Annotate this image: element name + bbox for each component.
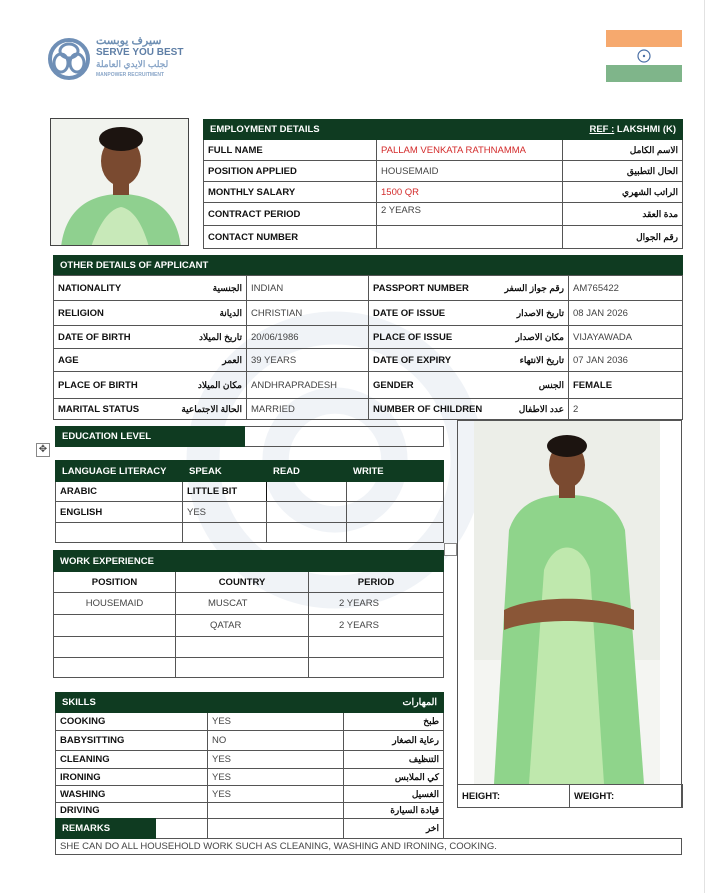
full-name-ar: الاسم الكامل bbox=[563, 140, 683, 161]
ref-cell bbox=[563, 120, 683, 140]
other-label-1 bbox=[54, 349, 247, 372]
remarks-ar: اخر bbox=[344, 819, 444, 839]
remarks-header: REMARKS bbox=[56, 819, 156, 839]
other-label: MARITAL STATUS bbox=[58, 403, 140, 415]
skill-value: NO bbox=[208, 731, 344, 751]
skill-value bbox=[208, 803, 344, 819]
work-position bbox=[54, 658, 176, 678]
lang-write bbox=[347, 523, 444, 543]
skill-ar: كي الملابس bbox=[344, 769, 444, 786]
other-label-1 bbox=[54, 301, 247, 326]
table-row bbox=[54, 593, 444, 615]
other-details-table bbox=[53, 255, 683, 276]
lang-read bbox=[267, 502, 347, 523]
other-label: RELIGION bbox=[58, 307, 104, 319]
india-flag-icon bbox=[606, 30, 682, 82]
monthly-salary-value: 1500 QR bbox=[377, 182, 563, 203]
position-applied-value: HOUSEMAID bbox=[377, 161, 563, 182]
full-name-label: FULL NAME bbox=[204, 140, 377, 161]
other-label-ar: العمر bbox=[222, 354, 242, 365]
other-value-2: FEMALE bbox=[569, 372, 683, 399]
skill-ar: الغسيل bbox=[344, 786, 444, 803]
lang-col-write: WRITE bbox=[347, 461, 444, 482]
other-label-ar: الديانة bbox=[219, 307, 242, 318]
ref-label: REF : bbox=[589, 124, 615, 135]
table-row bbox=[56, 769, 444, 786]
skill-name: DRIVING bbox=[56, 803, 208, 819]
lang-name: ARABIC bbox=[56, 482, 183, 502]
remarks-table bbox=[55, 818, 682, 855]
other-details-header: OTHER DETAILS OF APPLICANT bbox=[54, 256, 369, 276]
work-col-position: POSITION bbox=[54, 572, 176, 593]
other-value-2: AM765422 bbox=[569, 276, 683, 301]
logo-arabic-name: سيرف يوبست bbox=[96, 35, 162, 47]
person-portrait-icon bbox=[51, 119, 189, 246]
row-position-applied bbox=[204, 161, 683, 182]
other-label-ar: تاريخ الانتهاء bbox=[519, 354, 564, 365]
table-row bbox=[56, 713, 444, 731]
other-label-2 bbox=[369, 349, 569, 372]
other-value-2: 07 JAN 2036 bbox=[569, 349, 683, 372]
other-label-ar: رقم جواز السفر bbox=[504, 282, 564, 293]
skill-value: YES bbox=[208, 786, 344, 803]
other-label-ar: مكان الاصدار bbox=[515, 331, 564, 342]
other-label: PLACE OF ISSUE bbox=[373, 331, 453, 343]
other-value-1: 39 YEARS bbox=[247, 349, 369, 372]
other-label-2 bbox=[369, 301, 569, 326]
logo-name: SERVE YOU BEST bbox=[96, 47, 184, 58]
other-label: DATE OF ISSUE bbox=[373, 307, 446, 319]
contact-number-value bbox=[377, 226, 563, 249]
remarks-text: SHE CAN DO ALL HOUSEHOLD WORK SUCH AS CLEANING, WASHING AND IRONING, COOKING. bbox=[56, 839, 682, 855]
contract-period-value: 2 YEARS bbox=[377, 203, 563, 226]
other-label-ar: الجنسية bbox=[212, 282, 242, 293]
applicant-photo-small bbox=[50, 118, 189, 246]
lang-col-language: LANGUAGE LITERACY bbox=[56, 461, 183, 482]
lang-read bbox=[267, 523, 347, 543]
table-row bbox=[54, 372, 683, 399]
skill-value: YES bbox=[208, 751, 344, 769]
other-label: DATE OF BIRTH bbox=[58, 331, 131, 343]
lang-col-speak: SPEAK bbox=[183, 461, 267, 482]
skill-ar: التنظيف bbox=[344, 751, 444, 769]
other-label-ar: عدد الاطفال bbox=[518, 403, 564, 414]
other-label: GENDER bbox=[373, 379, 414, 391]
lang-write bbox=[347, 482, 444, 502]
work-header-fill bbox=[309, 551, 444, 572]
skills-table bbox=[55, 692, 444, 819]
move-icon[interactable]: ✥ bbox=[36, 443, 50, 457]
measurements-table bbox=[457, 784, 683, 808]
skill-ar: رعاية الصغار bbox=[344, 731, 444, 751]
other-value-1: MARRIED bbox=[247, 399, 369, 420]
other-label-ar: تاريخ الاصدار bbox=[516, 307, 564, 318]
skill-name: WASHING bbox=[56, 786, 208, 803]
weight-label: WEIGHT: bbox=[574, 790, 615, 802]
table-row bbox=[54, 658, 444, 678]
other-label: NUMBER OF CHILDREN bbox=[373, 403, 483, 415]
lang-name bbox=[56, 523, 183, 543]
other-value-2: 08 JAN 2026 bbox=[569, 301, 683, 326]
other-label-ar: مكان الميلاد bbox=[197, 379, 242, 390]
other-value-1: 20/06/1986 bbox=[247, 326, 369, 349]
language-table bbox=[55, 460, 444, 543]
other-details-rows bbox=[53, 275, 683, 420]
lang-col-read: READ bbox=[267, 461, 347, 482]
education-table bbox=[55, 426, 444, 447]
lang-name: ENGLISH bbox=[56, 502, 183, 523]
monthly-salary-label: MONTHLY SALARY bbox=[204, 182, 377, 203]
company-logo bbox=[46, 34, 206, 86]
work-country: MUSCAT bbox=[176, 593, 309, 615]
other-label-1 bbox=[54, 326, 247, 349]
work-col-country: COUNTRY bbox=[176, 572, 309, 593]
other-label-2 bbox=[369, 372, 569, 399]
table-row bbox=[54, 637, 444, 658]
other-details-header-fill bbox=[369, 256, 683, 276]
row-monthly-salary bbox=[204, 182, 683, 203]
monthly-salary-ar: الراتب الشهري bbox=[563, 182, 683, 203]
work-country: QATAR bbox=[176, 615, 309, 637]
skills-header: SKILLS bbox=[56, 693, 344, 713]
other-label: DATE OF EXPIRY bbox=[373, 354, 452, 366]
table-row bbox=[54, 349, 683, 372]
work-col-period: PERIOD bbox=[309, 572, 444, 593]
photo-frame bbox=[457, 420, 682, 807]
logo-knot-icon bbox=[46, 36, 92, 82]
other-label-1 bbox=[54, 399, 247, 420]
remarks-spacer bbox=[156, 819, 208, 839]
logo-arabic-sub: لجلب الايدي العاملة bbox=[96, 59, 169, 69]
work-position bbox=[54, 615, 176, 637]
skills-header-ar: المهارات bbox=[344, 693, 444, 713]
table-row bbox=[56, 751, 444, 769]
lang-speak[interactable]: LITTLE BIT bbox=[183, 482, 267, 502]
table-row bbox=[54, 399, 683, 420]
table-row bbox=[54, 615, 444, 637]
other-label: PASSPORT NUMBER bbox=[373, 282, 469, 294]
table-row bbox=[56, 482, 444, 502]
row-full-name bbox=[204, 140, 683, 161]
skill-value: YES bbox=[208, 713, 344, 731]
table-row bbox=[54, 301, 683, 326]
other-label-2 bbox=[369, 399, 569, 420]
skill-value: YES bbox=[208, 769, 344, 786]
other-label-1 bbox=[54, 276, 247, 301]
skill-name: COOKING bbox=[56, 713, 208, 731]
table-row bbox=[56, 523, 444, 543]
other-value-2: 2 bbox=[569, 399, 683, 420]
row-contact-number bbox=[204, 226, 683, 249]
work-header: WORK EXPERIENCE bbox=[54, 551, 309, 572]
employment-header: EMPLOYMENT DETAILS bbox=[204, 120, 563, 140]
ref-value: LAKSHMI (K) bbox=[616, 124, 677, 135]
remarks-spacer bbox=[444, 819, 682, 839]
other-label: AGE bbox=[58, 354, 79, 366]
table-row bbox=[56, 731, 444, 751]
work-period bbox=[309, 658, 444, 678]
other-label-ar: الحالة الاجتماعية bbox=[181, 403, 242, 414]
other-value-1: INDIAN bbox=[247, 276, 369, 301]
contact-number-ar: رقم الجوال bbox=[563, 226, 683, 249]
contract-period-ar: مدة العقد bbox=[563, 203, 683, 226]
work-position: HOUSEMAID bbox=[54, 593, 176, 615]
other-label-1 bbox=[54, 372, 247, 399]
other-label-2 bbox=[369, 326, 569, 349]
position-applied-ar: الحال التطبيق bbox=[563, 161, 683, 182]
full-name-value: PALLAM VENKATA RATHNAMMA bbox=[377, 140, 563, 161]
skill-ar: قيادة السيارة bbox=[344, 803, 444, 819]
lang-read bbox=[267, 482, 347, 502]
work-period: 2 YEARS bbox=[309, 593, 444, 615]
other-value-2: VIJAYAWADA bbox=[569, 326, 683, 349]
work-country bbox=[176, 658, 309, 678]
skill-ar: طبخ bbox=[344, 713, 444, 731]
work-period bbox=[309, 637, 444, 658]
employment-details-table bbox=[203, 119, 683, 249]
lang-speak: YES bbox=[183, 502, 267, 523]
other-label: PLACE OF BIRTH bbox=[58, 379, 138, 391]
education-header: EDUCATION LEVEL bbox=[56, 427, 245, 447]
work-experience-table bbox=[53, 550, 444, 678]
table-row bbox=[56, 786, 444, 803]
height-label: HEIGHT: bbox=[462, 790, 500, 802]
lang-write bbox=[347, 502, 444, 523]
skill-name: CLEANING bbox=[56, 751, 208, 769]
other-value-1: CHRISTIAN bbox=[247, 301, 369, 326]
logo-tagline: MANPOWER RECRUITMENT bbox=[96, 72, 165, 78]
contact-number-label: CONTACT NUMBER bbox=[204, 226, 377, 249]
other-label-ar: الجنس bbox=[538, 379, 564, 390]
other-value-1: ANDHRAPRADESH bbox=[247, 372, 369, 399]
position-applied-label: POSITION APPLIED bbox=[204, 161, 377, 182]
table-row bbox=[54, 326, 683, 349]
remarks-spacer bbox=[208, 819, 344, 839]
skill-name: IRONING bbox=[56, 769, 208, 786]
contract-period-label: CONTRACT PERIOD bbox=[204, 203, 377, 226]
skill-name: BABYSITTING bbox=[56, 731, 208, 751]
work-period: 2 YEARS bbox=[309, 615, 444, 637]
weight-cell bbox=[570, 785, 683, 808]
height-cell bbox=[458, 785, 570, 808]
table-row bbox=[54, 276, 683, 301]
table-row bbox=[56, 803, 444, 819]
lang-speak bbox=[183, 523, 267, 543]
work-country bbox=[176, 637, 309, 658]
other-label: NATIONALITY bbox=[58, 282, 122, 294]
row-contract-period bbox=[204, 203, 683, 226]
table-row bbox=[56, 502, 444, 523]
education-value bbox=[245, 427, 444, 447]
resize-handle[interactable] bbox=[444, 543, 457, 556]
other-label-ar: تاريخ الميلاد bbox=[199, 331, 242, 342]
other-label-2 bbox=[369, 276, 569, 301]
work-position bbox=[54, 637, 176, 658]
